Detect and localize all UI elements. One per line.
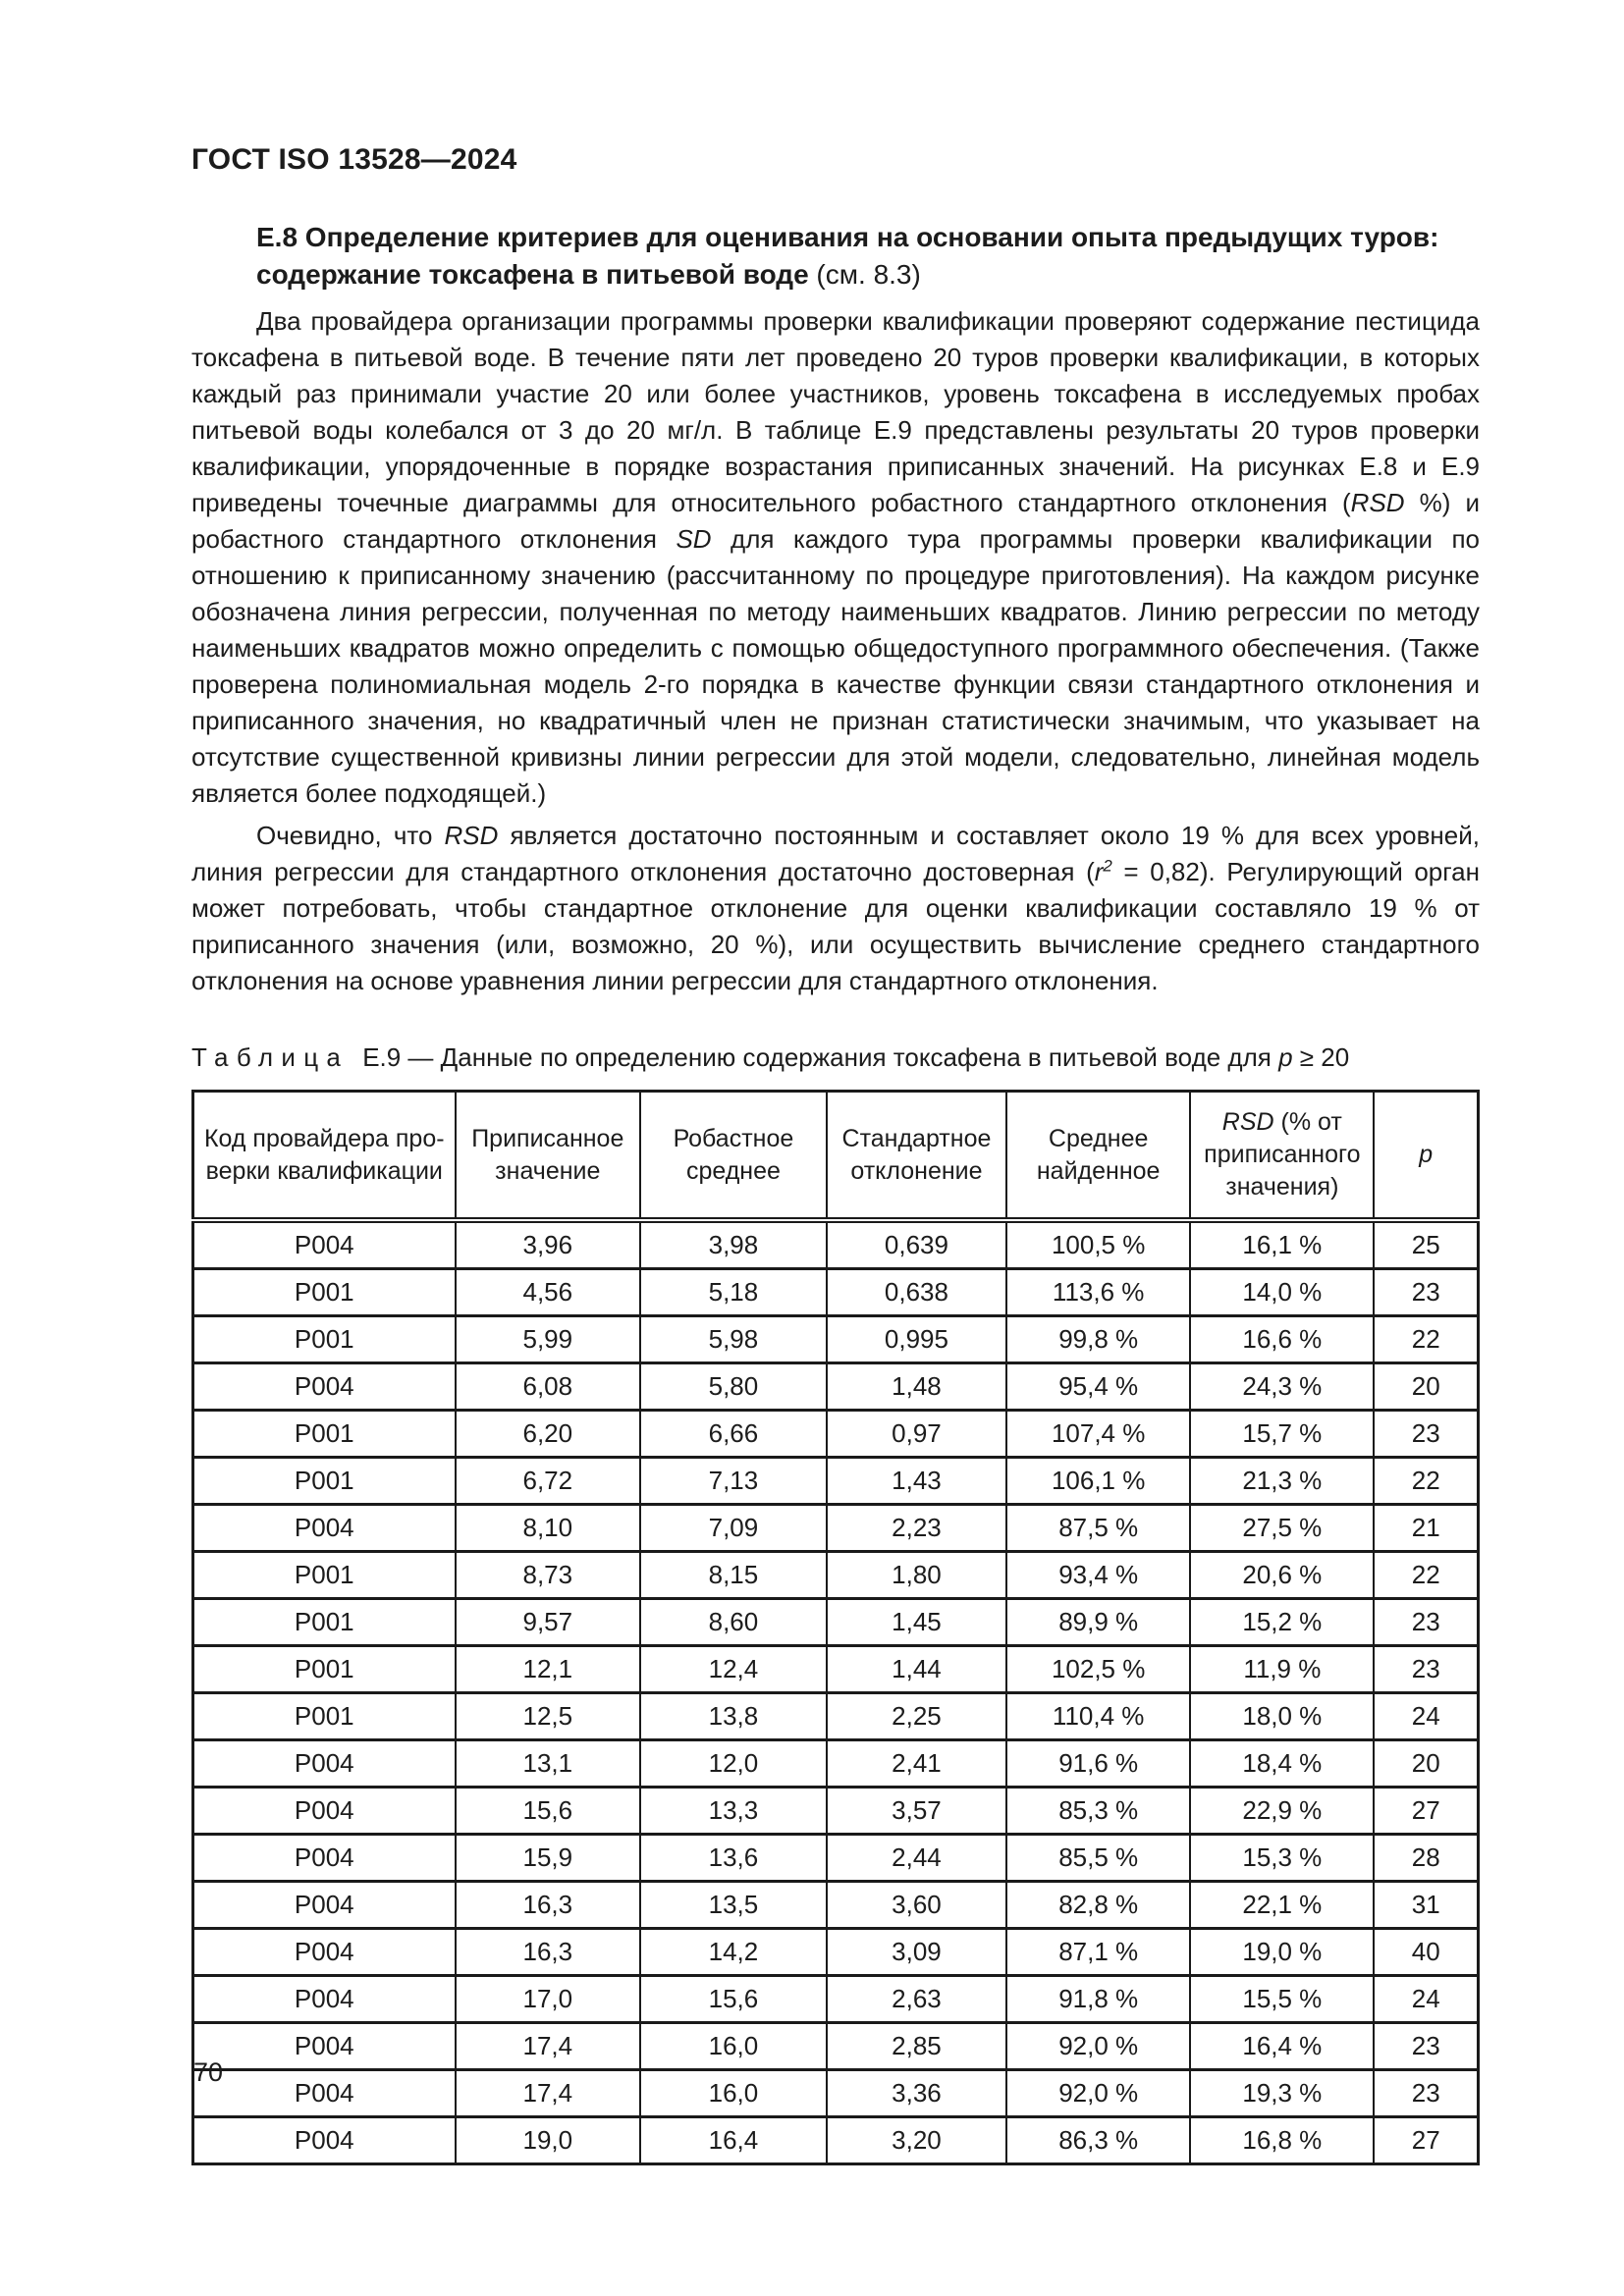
table-cell: 8,15 [640, 1552, 827, 1599]
table-cell: 5,99 [456, 1316, 640, 1363]
header-text: верки квалификации [205, 1156, 443, 1185]
table-header-row [193, 1092, 1479, 1221]
term-sd: SD [676, 524, 712, 554]
table-cell: P004 [193, 1929, 456, 1976]
table-cell: 0,995 [827, 1316, 1006, 1363]
table-cell: P004 [193, 1976, 456, 2023]
table-cell: P004 [193, 2117, 456, 2164]
col-header-robust-mean: Робастное среднее [640, 1092, 827, 1221]
table-cell: 20,6 % [1190, 1552, 1374, 1599]
table-cell: 22 [1374, 1458, 1478, 1505]
table-cell: 16,8 % [1190, 2117, 1374, 2164]
table-cell: 1,48 [827, 1363, 1006, 1411]
table-cell: 6,72 [456, 1458, 640, 1505]
section-heading-text: Е.8 Определение критериев для оценивания на основании опыта предыдущих туров: содержание токсафена в питьевой воде [256, 222, 1439, 290]
table-cell: 15,2 % [1190, 1599, 1374, 1646]
table-cell: 99,8 % [1006, 1316, 1190, 1363]
table-cell: 13,8 [640, 1693, 827, 1740]
table-cell: 3,36 [827, 2070, 1006, 2117]
paragraph-1 [191, 303, 1480, 812]
table-row [193, 1693, 1479, 1740]
table-cell: 23 [1374, 2023, 1478, 2070]
table-cell: 87,1 % [1006, 1929, 1190, 1976]
table-cell: 2,23 [827, 1505, 1006, 1552]
table-cell: 22,1 % [1190, 1882, 1374, 1929]
text-segment: = 0,82). Регулирующий орган может потребовать, чтобы стандартное отклонение для оценки квалификации составляло 19 % от приписанного значения (или, возможно, 20 %), или осуществить вычисление среднего стандартного отклонения на основе уравнения линии регрессии для стандартного отклонения. [191, 857, 1480, 995]
table-cell: 82,8 % [1006, 1882, 1190, 1929]
table-cell: 95,4 % [1006, 1363, 1190, 1411]
table-cell: 8,60 [640, 1599, 827, 1646]
table-cell: 15,6 [640, 1976, 827, 2023]
table-cell: P001 [193, 1316, 456, 1363]
table-cell: 113,6 % [1006, 1269, 1190, 1316]
table-cell: 3,57 [827, 1788, 1006, 1835]
table-cell: 2,44 [827, 1835, 1006, 1882]
table-row [193, 1411, 1479, 1458]
text-segment: %) и робастного стандартного отклонения [191, 488, 1481, 554]
table-cell: P004 [193, 2070, 456, 2117]
table-cell: 110,4 % [1006, 1693, 1190, 1740]
table-cell: 13,3 [640, 1788, 827, 1835]
table-cell: 86,3 % [1006, 2117, 1190, 2164]
table-cell: P004 [193, 1788, 456, 1835]
text-segment: для каждого тура программы проверки квалификации по отношению к приписанному значению (рассчитанному по процедуре приготовления). На каждом рисунке обозначена линия регрессии, полученная по методу наименьших квадратов. Линию регрессии по методу наименьших квадратов можно определить с помощью общедоступного программного обеспечения. (Также проверена полиномиальная модель 2-го порядка в качестве функции связи стандартного отклонения и приписанного значения, но квадратичный член не признан статистически значимым, что указывает на отсутствие существенной кривизны линии регрессии для этой модели, следовательно, линейная модель является более подходящей.) [191, 524, 1480, 808]
table-cell: 12,0 [640, 1740, 827, 1788]
table-cell: 23 [1374, 1599, 1478, 1646]
col-header-p [1374, 1092, 1478, 1221]
table-row [193, 1646, 1479, 1693]
table-cell: 15,3 % [1190, 1835, 1374, 1882]
table-row [193, 1269, 1479, 1316]
table-cell: 15,5 % [1190, 1976, 1374, 2023]
table-cell: 7,13 [640, 1458, 827, 1505]
table-cell: P004 [193, 1740, 456, 1788]
table-cell: P004 [193, 1835, 456, 1882]
superscript-2: 2 [1103, 856, 1112, 876]
table-cell: 31 [1374, 1882, 1478, 1929]
term-rsd: RSD [1350, 488, 1405, 517]
table-cell: P001 [193, 1458, 456, 1505]
table-cell: 7,09 [640, 1505, 827, 1552]
table-cell: 13,5 [640, 1882, 827, 1929]
term-rsd: RSD [444, 821, 499, 850]
table-row [193, 1788, 1479, 1835]
term-p: p [1278, 1042, 1293, 1072]
table-cell: 15,9 [456, 1835, 640, 1882]
table-cell: 87,5 % [1006, 1505, 1190, 1552]
table-cell: 12,5 [456, 1693, 640, 1740]
table-row [193, 2023, 1479, 2070]
header-text-p: p [1419, 1141, 1434, 1168]
table-cell: 11,9 % [1190, 1646, 1374, 1693]
table-cell: 23 [1374, 1269, 1478, 1316]
table-cell: 14,2 [640, 1929, 827, 1976]
table-row [193, 1458, 1479, 1505]
table-cell: 3,20 [827, 2117, 1006, 2164]
table-cell: P001 [193, 1693, 456, 1740]
table-cell: 2,25 [827, 1693, 1006, 1740]
col-header-standard-deviation: Стандартное отклонение [827, 1092, 1006, 1221]
table-cell: 18,0 % [1190, 1693, 1374, 1740]
table-cell: 16,0 [640, 2023, 827, 2070]
table-cell: P004 [193, 2023, 456, 2070]
table-cell: 3,09 [827, 1929, 1006, 1976]
header-text-rsd: RSD [1221, 1108, 1274, 1136]
table-row [193, 1599, 1479, 1646]
running-header: ГОСТ ISO 13528—2024 [191, 143, 517, 176]
table-caption-text: Е.9 — Данные по определению содержания токсафена в питьевой воде для [362, 1042, 1279, 1072]
table-cell: P004 [193, 1220, 456, 1269]
table-cell: 85,5 % [1006, 1835, 1190, 1882]
table-row [193, 1976, 1479, 2023]
table-cell: P004 [193, 1363, 456, 1411]
table-cell: 2,85 [827, 2023, 1006, 2070]
table-cell: 16,6 % [1190, 1316, 1374, 1363]
table-cell: 22 [1374, 1552, 1478, 1599]
table-cell: 2,41 [827, 1740, 1006, 1788]
table-cell: 3,96 [456, 1220, 640, 1269]
table-row [193, 2117, 1479, 2164]
table-cell: 89,9 % [1006, 1599, 1190, 1646]
section-heading [191, 219, 1480, 294]
table-cell: 3,98 [640, 1220, 827, 1269]
table-cell: 40 [1374, 1929, 1478, 1976]
table-cell: 1,44 [827, 1646, 1006, 1693]
table-cell: 16,1 % [1190, 1220, 1374, 1269]
table-cell: 92,0 % [1006, 2070, 1190, 2117]
table-cell: 17,4 [456, 2070, 640, 2117]
col-header-assigned-value: Приписанное значение [456, 1092, 640, 1221]
table-cell: 5,18 [640, 1269, 827, 1316]
table-cell: 25 [1374, 1220, 1478, 1269]
table-row [193, 1505, 1479, 1552]
table-cell: 23 [1374, 2070, 1478, 2117]
table-cell: 16,4 [640, 2117, 827, 2164]
header-text: Код провайдера про- [203, 1124, 445, 1152]
table-cell: 15,6 [456, 1788, 640, 1835]
text-segment: Очевидно, что [256, 821, 445, 850]
paragraph-2 [191, 818, 1480, 999]
section-heading-reference: (см. 8.3) [808, 259, 921, 290]
table-cell: 8,73 [456, 1552, 640, 1599]
col-header-rsd [1190, 1092, 1374, 1221]
table-cell: 0,97 [827, 1411, 1006, 1458]
table-cell: 19,0 [456, 2117, 640, 2164]
col-header-provider-code [193, 1092, 456, 1221]
table-cell: P001 [193, 1411, 456, 1458]
table-cell: 22,9 % [1190, 1788, 1374, 1835]
table-cell: 16,3 [456, 1929, 640, 1976]
page-number: 70 [193, 2057, 224, 2087]
table-cell: 22 [1374, 1316, 1478, 1363]
table-cell: 91,6 % [1006, 1740, 1190, 1788]
table-cell: 14,0 % [1190, 1269, 1374, 1316]
table-cell: 5,80 [640, 1363, 827, 1411]
table-cell: 15,7 % [1190, 1411, 1374, 1458]
table-cell: 1,80 [827, 1552, 1006, 1599]
table-cell: 16,0 [640, 2070, 827, 2117]
table-cell: 21 [1374, 1505, 1478, 1552]
table-cell: 27,5 % [1190, 1505, 1374, 1552]
table-cell: P004 [193, 1882, 456, 1929]
table-cell: 28 [1374, 1835, 1478, 1882]
table-cell: 6,20 [456, 1411, 640, 1458]
table-cell: 102,5 % [1006, 1646, 1190, 1693]
table-caption [191, 1041, 1480, 1074]
data-table-e9 [191, 1090, 1480, 2165]
table-cell: 27 [1374, 1788, 1478, 1835]
table-cell: 16,4 % [1190, 2023, 1374, 2070]
table-cell: 18,4 % [1190, 1740, 1374, 1788]
table-cell: P001 [193, 1269, 456, 1316]
table-cell: 85,3 % [1006, 1788, 1190, 1835]
table-cell: 1,43 [827, 1458, 1006, 1505]
table-cell: 6,08 [456, 1363, 640, 1411]
table-cell: P001 [193, 1646, 456, 1693]
table-cell: 27 [1374, 2117, 1478, 2164]
table-cell: 16,3 [456, 1882, 640, 1929]
table-cell: 93,4 % [1006, 1552, 1190, 1599]
table-cell: 24 [1374, 1976, 1478, 2023]
table-cell: 0,639 [827, 1220, 1006, 1269]
table-cell: 5,98 [640, 1316, 827, 1363]
table-row [193, 1882, 1479, 1929]
table-cell: 24,3 % [1190, 1363, 1374, 1411]
table-cell: 23 [1374, 1646, 1478, 1693]
table-cell: 8,10 [456, 1505, 640, 1552]
table-cell: 4,56 [456, 1269, 640, 1316]
table-cell: 19,0 % [1190, 1929, 1374, 1976]
table-cell: 3,60 [827, 1882, 1006, 1929]
table-cell: 17,4 [456, 2023, 640, 2070]
table-cell: 20 [1374, 1740, 1478, 1788]
table-row [193, 1316, 1479, 1363]
table-cell: 24 [1374, 1693, 1478, 1740]
table-cell: 106,1 % [1006, 1458, 1190, 1505]
table-cell: 9,57 [456, 1599, 640, 1646]
table-cell: 107,4 % [1006, 1411, 1190, 1458]
table-row [193, 1220, 1479, 1269]
table-row [193, 1363, 1479, 1411]
page-content [191, 142, 1480, 2165]
table-row [193, 1929, 1479, 1976]
table-cell: P001 [193, 1552, 456, 1599]
table-row [193, 1740, 1479, 1788]
table-cell: 23 [1374, 1411, 1478, 1458]
col-header-mean-found: Среднее найденное [1006, 1092, 1190, 1221]
table-row [193, 1835, 1479, 1882]
table-cell: P004 [193, 1505, 456, 1552]
term-r-squared: r [1094, 857, 1104, 886]
table-cell: P001 [193, 1599, 456, 1646]
table-row [193, 1552, 1479, 1599]
table-cell: 6,66 [640, 1411, 827, 1458]
table-cell: 100,5 % [1006, 1220, 1190, 1269]
table-cell: 19,3 % [1190, 2070, 1374, 2117]
table-cell: 12,1 [456, 1646, 640, 1693]
table-caption-label: Таблица [191, 1042, 350, 1072]
table-cell: 0,638 [827, 1269, 1006, 1316]
table-cell: 17,0 [456, 1976, 640, 2023]
table-cell: 1,45 [827, 1599, 1006, 1646]
text-segment: является достаточно постоянным и составляет около 19 % для всех уровней, линия регрессии для стандартного отклонения достаточно достоверная ( [191, 821, 1480, 886]
header-text: (% от приписанного значения) [1204, 1108, 1361, 1201]
table-cell: 2,63 [827, 1976, 1006, 2023]
table-cell: 91,8 % [1006, 1976, 1190, 2023]
table-cell: 92,0 % [1006, 2023, 1190, 2070]
table-cell: 21,3 % [1190, 1458, 1374, 1505]
text-segment: Два провайдера организации программы проверки квалификации проверяют содержание пестицида токсафена в питьевой воде. В течение пяти лет проведено 20 туров проверки квалификации, в которых каждый раз принимали участие 20 или более участников, уровень токсафена в исследуемых пробах питьевой воды колебался от 3 до 20 мг/л. В таблице Е.9 представлены результаты 20 туров проверки квалификации, упорядоченные в порядке возрастания приписанных значений. На рисунках Е.8 и Е.9 приведены точечные диаграммы для относительного робастного стандартного отклонения ( [191, 306, 1480, 517]
table-cell: 13,1 [456, 1740, 640, 1788]
table-row [193, 2070, 1479, 2117]
table-cell: 20 [1374, 1363, 1478, 1411]
table-cell: 12,4 [640, 1646, 827, 1693]
table-caption-tail: ≥ 20 [1292, 1042, 1350, 1072]
table-cell: 13,6 [640, 1835, 827, 1882]
